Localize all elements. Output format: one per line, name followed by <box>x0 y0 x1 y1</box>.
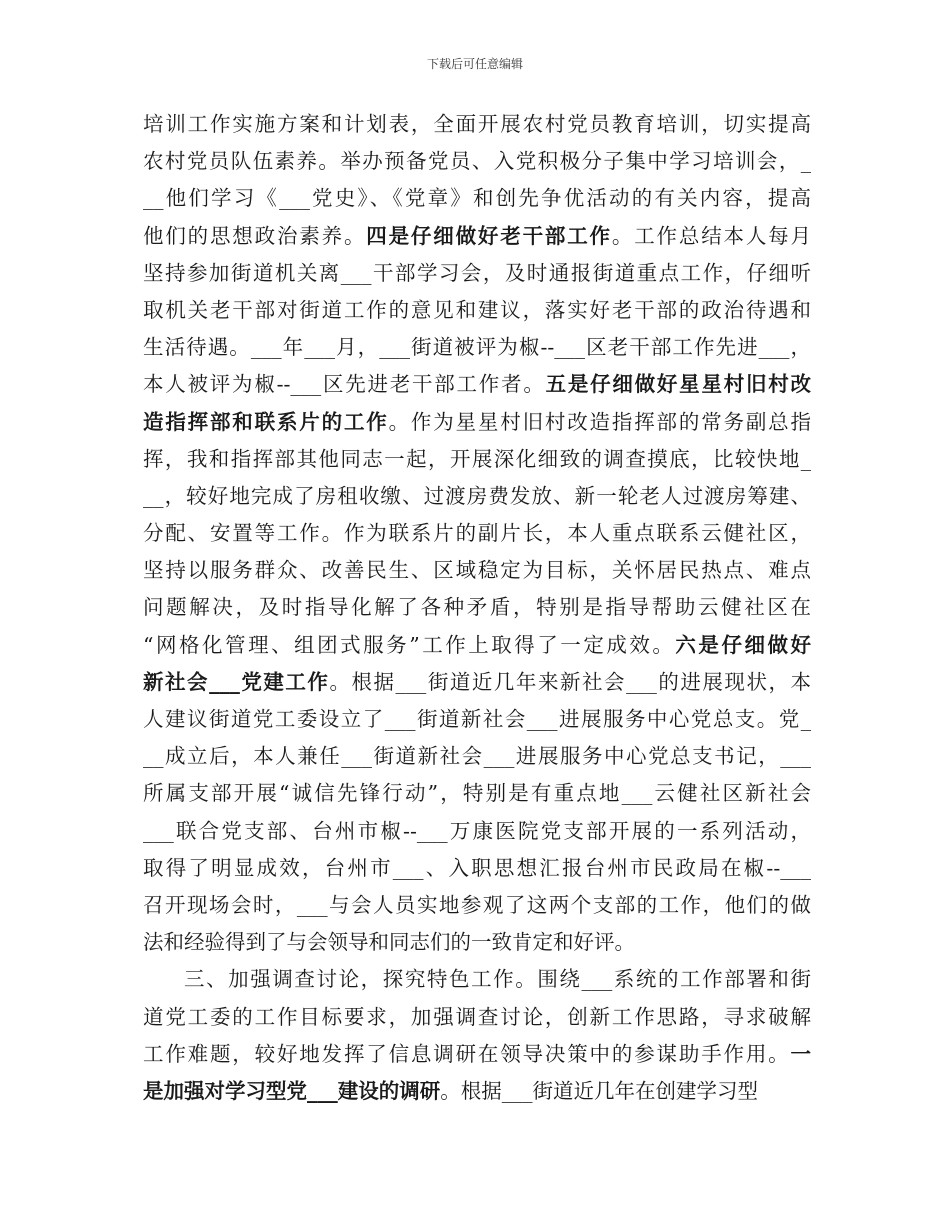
text-line <box>143 478 811 515</box>
text-run: 他们的思想政治素养。 <box>143 223 367 248</box>
bold-text: 是加强对学习型党___建设的调研 <box>143 1078 441 1103</box>
text-line <box>143 627 811 664</box>
text-line <box>143 218 811 255</box>
text-run: 召开现场会时，___与会人员实地参观了这两个支部的工作，他们的做 <box>143 892 811 917</box>
page-header: 下载后可任意编辑 <box>426 57 523 71</box>
text-run: 取得了明显成效，台州市___、入职思想汇报台州市民政局在椒--___ <box>143 855 811 880</box>
text-run: __，较好地完成了房租收缴、过渡房费发放、新一轮老人过渡房筹建、 <box>143 483 811 508</box>
text-run: 工作难题，较好地发挥了信息调研在领导决策中的参谋助手作用。 <box>143 1041 791 1066</box>
text-line <box>143 292 811 329</box>
text-line <box>143 404 811 441</box>
text-line <box>143 664 811 701</box>
text-line <box>143 961 811 998</box>
text-run: 培训工作实施方案和计划表，全面开展农村党员教育培训，切实提高 <box>143 112 811 136</box>
bold-text: 新社会___党建工作 <box>143 669 330 694</box>
text-run: 。根据___街道近几年在创建学习型 <box>440 1078 758 1103</box>
text-line <box>143 180 811 217</box>
text-line <box>143 701 811 738</box>
text-line <box>143 589 811 626</box>
text-run: 农村党员队伍素养。举办预备党员、入党积极分子集中学习培训会，_ <box>143 149 811 174</box>
text-run: 。作为星星村旧村改造指挥部的常务副总指 <box>388 409 812 434</box>
text-run: 坚持以服务群众、改善民生、区域稳定为目标，关怀居民热点、难点 <box>143 558 811 583</box>
bold-text: 四是仔细做好老干部工作 <box>366 223 612 248</box>
text-line <box>143 1036 811 1073</box>
text-run: 生活待遇。___年___月，___街道被评为椒--___区老干部工作先进___， <box>143 335 811 360</box>
text-line <box>143 366 811 403</box>
bold-text: 造指挥部和联系片的工作 <box>143 409 389 434</box>
text-line <box>143 515 811 552</box>
text-run: 本人被评为椒--___区先进老干部工作者。 <box>143 372 546 397</box>
text-line <box>143 887 811 924</box>
text-line <box>143 255 811 292</box>
text-run: “网格化管理、组团式服务”工作上取得了一定成效。 <box>143 632 676 657</box>
text-run: 。工作总结本人每月 <box>611 223 812 248</box>
bold-text: 五是仔细做好星星村旧村改 <box>545 372 811 397</box>
bold-text: 一 <box>790 1041 811 1066</box>
text-run: 道党工委的工作目标要求，加强调查讨论，创新工作思路，寻求破解 <box>143 1004 811 1029</box>
text-run: 人建议街道党工委设立了___街道新社会___进展服务中心党总支。党_ <box>143 707 811 731</box>
text-run: 取机关老干部对街道工作的意见和建议，落实好老干部的政治待遇和 <box>143 297 811 322</box>
text-run: 坚持参加街道机关离___干部学习会，及时通报街道重点工作，仔细听 <box>143 260 811 285</box>
text-line <box>143 329 811 366</box>
text-line <box>143 775 811 812</box>
text-line <box>143 552 811 589</box>
text-run: __他们学习《___党史》、《党章》和创先争优活动的有关内容，提高 <box>143 186 811 211</box>
text-line <box>143 143 811 180</box>
text-line <box>143 999 811 1036</box>
text-run: __成立后，本人兼任___街道新社会___进展服务中心党总支书记，___ <box>143 744 811 769</box>
text-run: 挥，我和指挥部其他同志一起，开展深化细致的调查摸底，比较快地_ <box>143 446 811 471</box>
text-run: 。根据___街道近几年来新社会___的进展现状，本 <box>329 669 812 694</box>
text-line <box>143 1073 811 1110</box>
text-line <box>143 813 811 850</box>
bold-text: 六是仔细做好 <box>675 632 811 657</box>
text-run: 三、加强调查讨论，探究特色工作。围绕___系统的工作部署和街 <box>184 967 811 992</box>
text-run: 法和经验得到了与会领导和同志们的一致肯定和好评。 <box>143 930 635 955</box>
text-run: 所属支部开展“诚信先锋行动”，特别是有重点地___云健社区新社会 <box>143 781 811 806</box>
text-line <box>143 738 811 775</box>
document-body <box>143 106 811 1110</box>
text-line <box>143 441 811 478</box>
text-line <box>143 106 811 143</box>
text-run: ___联合党支部、台州市椒--___万康医院党支部开展的一系列活动， <box>143 818 811 843</box>
text-run: 分配、安置等工作。作为联系片的副片长，本人重点联系云健社区， <box>143 521 811 546</box>
text-line <box>143 924 811 961</box>
text-run: 问题解决，及时指导化解了各种矛盾，特别是指导帮助云健社区在 <box>143 595 811 620</box>
text-line <box>143 850 811 887</box>
